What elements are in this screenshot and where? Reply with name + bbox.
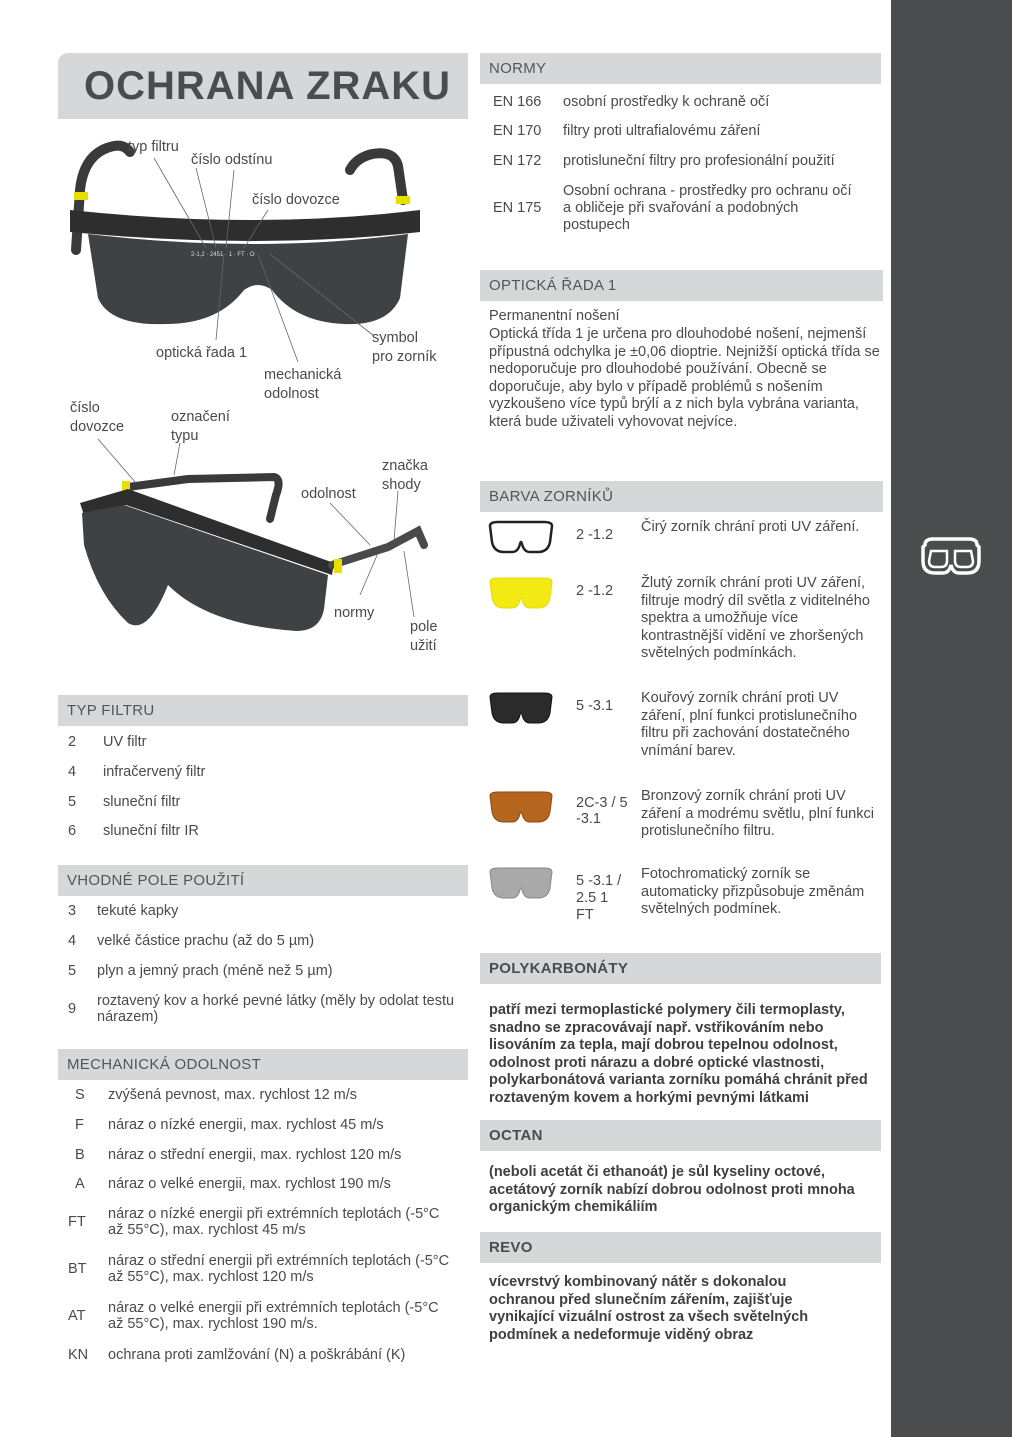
row-text: protisluneční filtry pro profesionální použití (563, 153, 835, 169)
row-code: EN 170 (493, 123, 542, 139)
row-code: FT (68, 1214, 86, 1230)
pole-pouziti-heading: VHODNÉ POLE POUŽITÍ (58, 865, 468, 896)
lens-smoke-icon (486, 691, 556, 725)
octan-heading: OCTAN (480, 1120, 881, 1151)
mechanicka-row (68, 1206, 458, 1240)
row-code: A (75, 1176, 85, 1192)
barva-text: Žlutý zorník chrání proti UV záření, filtruje modrý díl světla z viditelného spektra a umožňuje více kontrastnější vidění ve zhoršených světelných podmínkách. (641, 575, 870, 661)
row-text: náraz o nízké energii, max. rychlost 45 m/s (108, 1117, 384, 1133)
barva-code: 2 -1.2 (576, 583, 614, 599)
revo-text: vícevrstvý kombinovaný nátěr s dokonalou ochranou před slunečním zářením, zajišťuje vynikající vizuální ostrost za všech světelných podmínek a nedeformuje viděný obraz (489, 1274, 809, 1343)
page-title-box (58, 53, 468, 119)
barva-code: 5 -3.1 (576, 698, 614, 714)
row-code: AT (68, 1308, 86, 1324)
row-code: 4 (68, 764, 77, 780)
row-text: infračervený filtr (103, 764, 206, 780)
lens-photochromic-icon (486, 866, 556, 900)
row-code: 9 (68, 1001, 77, 1017)
callout-normy: normy (334, 605, 375, 621)
callout-mechanicka-1: mechanická (264, 367, 342, 383)
row-text: náraz o střední energii při extrémních teplotách (-5°C až 55°C), max. rychlost 120 m/s (108, 1253, 450, 1285)
callout-cislo-1: číslo (70, 400, 100, 416)
row-text: náraz o velké energii, max. rychlost 190 m/s (108, 1176, 391, 1192)
barva-text: Bronzový zorník chrání proti UV záření a modrému světlu, plní funkci protislunečního filtru. (641, 788, 874, 839)
frame-bar (70, 210, 420, 241)
near-yellow-band (334, 559, 342, 573)
row-text: Osobní ochrana - prostředky pro ochranu očí a obličeje při svařování a podobných postupech (563, 183, 852, 233)
row-text: plyn a jemný prach (méně než 5 µm) (97, 963, 333, 979)
glasses-front-diagram (58, 130, 468, 410)
row-code: 5 (68, 794, 77, 810)
row-code: KN (68, 1347, 89, 1363)
callout-symbol-1: symbol (372, 330, 418, 346)
callout-cislo-2: dovozce (70, 419, 125, 435)
sidebar (891, 0, 1012, 1437)
left-yellow-band (74, 192, 88, 200)
polykarbonaty-text: patří mezi termoplastické polymery čili termoplasty, snadno se zpracovávají např. vstřikováním nebo lisováním za tepla, mají dobrou tepelnou odolnost, odolnost proti nárazu a dobré optické vlastnosti, polykarbonátová varianta zorníku pomáhá chránit před roztaveným kovem a horkými pevnými látkami (489, 1002, 868, 1106)
lens-bronze-icon (486, 790, 556, 824)
barva-text: Kouřový zorník chrání proti UV záření, plní funkci protislunečního filtru při zachování dostatečného vnímání barev. (641, 690, 858, 759)
callout-odolnost: odolnost (301, 486, 356, 502)
row-text: náraz o střední energii, max. rychlost 120 m/s (108, 1147, 402, 1163)
goggles-icon (919, 535, 983, 577)
row-text: sluneční filtr (103, 794, 181, 810)
callout-znacka-1: značka (382, 458, 428, 474)
barva-text: Fotochromatický zorník se automaticky přizpůsobuje změnám světelných podmínek. (641, 866, 865, 917)
callout-oznaceni-1: označení (171, 409, 230, 425)
row-text: zvýšená pevnost, max. rychlost 12 m/s (108, 1087, 358, 1103)
normy-row (493, 183, 873, 235)
row-text: UV filtr (103, 734, 147, 750)
polykarbonaty-heading: POLYKARBONÁTY (480, 953, 881, 984)
callout-opticka-rada: optická řada 1 (156, 345, 248, 361)
row-text: náraz o nízké energii při extrémních teplotách (-5°C až 55°C), max. rychlost 45 m/s (108, 1206, 440, 1238)
octan-text: (neboli acetát či ethanoát) je sůl kyseliny octové, acetátový zorník nabízí dobrou odolnost proti mnoha organickým chemikáliím (489, 1164, 855, 1215)
row-code: 6 (68, 823, 77, 839)
row-text: velké částice prachu (až do 5 µm) (97, 933, 315, 949)
row-code: EN 166 (493, 94, 542, 110)
opticka-line1: Permanentní nošení (489, 308, 620, 324)
revo-heading: REVO (480, 1232, 881, 1263)
barva-text: Čirý zorník chrání proti UV záření. (641, 519, 860, 535)
row-text: tekuté kapky (97, 903, 179, 919)
barva-code: 5 -3.1 / 2.5 1 FT (576, 873, 622, 923)
lens-yellow-icon (486, 576, 556, 610)
near-temple (332, 531, 424, 565)
normy-heading: NORMY (480, 53, 881, 84)
lens-clear-icon (486, 520, 556, 554)
callout-znacka-2: shody (382, 477, 421, 493)
pole-pouziti-row (68, 993, 458, 1027)
barva-code: 2C-3 / 5 -3.1 (576, 795, 628, 827)
callout-symbol-2: pro zorník (372, 349, 437, 365)
row-code: 3 (68, 903, 77, 919)
right-temple (350, 153, 403, 200)
typ-filtru-heading: TYP FILTRU (58, 695, 468, 726)
row-code: EN 172 (493, 153, 542, 169)
callout-mechanicka-2: odolnost (264, 386, 319, 402)
callout-typ-filtru: typ filtru (128, 139, 179, 155)
mechanicka-row (68, 1253, 458, 1287)
callout-cislo-odstinu: číslo odstínu (191, 152, 273, 168)
row-code: 5 (68, 963, 77, 979)
row-text: filtry proti ultrafialovému záření (563, 123, 761, 139)
row-text: sluneční filtr IR (103, 823, 199, 839)
callout-pole-1: pole (410, 619, 438, 635)
callout-pole-2: užití (410, 638, 437, 654)
row-code: S (75, 1087, 85, 1103)
row-code: 2 (68, 734, 77, 750)
opticka-heading: OPTICKÁ ŘADA 1 (480, 270, 883, 301)
lens-marking: 2-1,2 · 2451 · 1 · FT · O (191, 252, 255, 258)
opticka-text: Optická třída 1 je určena pro dlouhodobé nošení, nejmenší přípustná odchylka je ±0,06 dioptrie. Nejnižší optická třída se nedoporučuje pro dlouhodobé používání. Obecně se doporučuje, aby bylo v případě problémů s nošením vyzkoušeno více typů brýlí a z nich byla vybrána varianta, která bude uživateli vyhovovat nejvíce. (489, 326, 880, 430)
mechanicka-row (68, 1300, 458, 1334)
row-code: F (75, 1117, 84, 1133)
row-text: roztavený kov a horké pevné látky (měly by odolat testu nárazem) (97, 993, 455, 1025)
row-text: osobní prostředky k ochraně očí (563, 94, 770, 110)
callout-oznaceni-2: typu (171, 428, 199, 444)
smoke-lens (88, 234, 408, 324)
row-code: 4 (68, 933, 77, 949)
mechanicka-heading: MECHANICKÁ ODOLNOST (58, 1049, 468, 1080)
row-text: náraz o velké energii při extrémních teplotách (-5°C až 55°C), max. rychlost 190 m/s. (108, 1300, 439, 1332)
page-title: OCHRANA ZRAKU (84, 64, 452, 108)
barva-code: 2 -1.2 (576, 527, 614, 543)
row-text: ochrana proti zamlžování (N) a poškrábání (K) (108, 1347, 406, 1363)
row-code: B (75, 1147, 85, 1163)
glasses-side-diagram (58, 395, 468, 665)
right-yellow-band (396, 196, 410, 204)
row-code: BT (68, 1261, 87, 1277)
row-code: EN 175 (493, 200, 542, 216)
barva-heading: BARVA ZORNÍKŮ (480, 481, 883, 512)
callout-cislo-dovozce: číslo dovozce (252, 192, 340, 208)
